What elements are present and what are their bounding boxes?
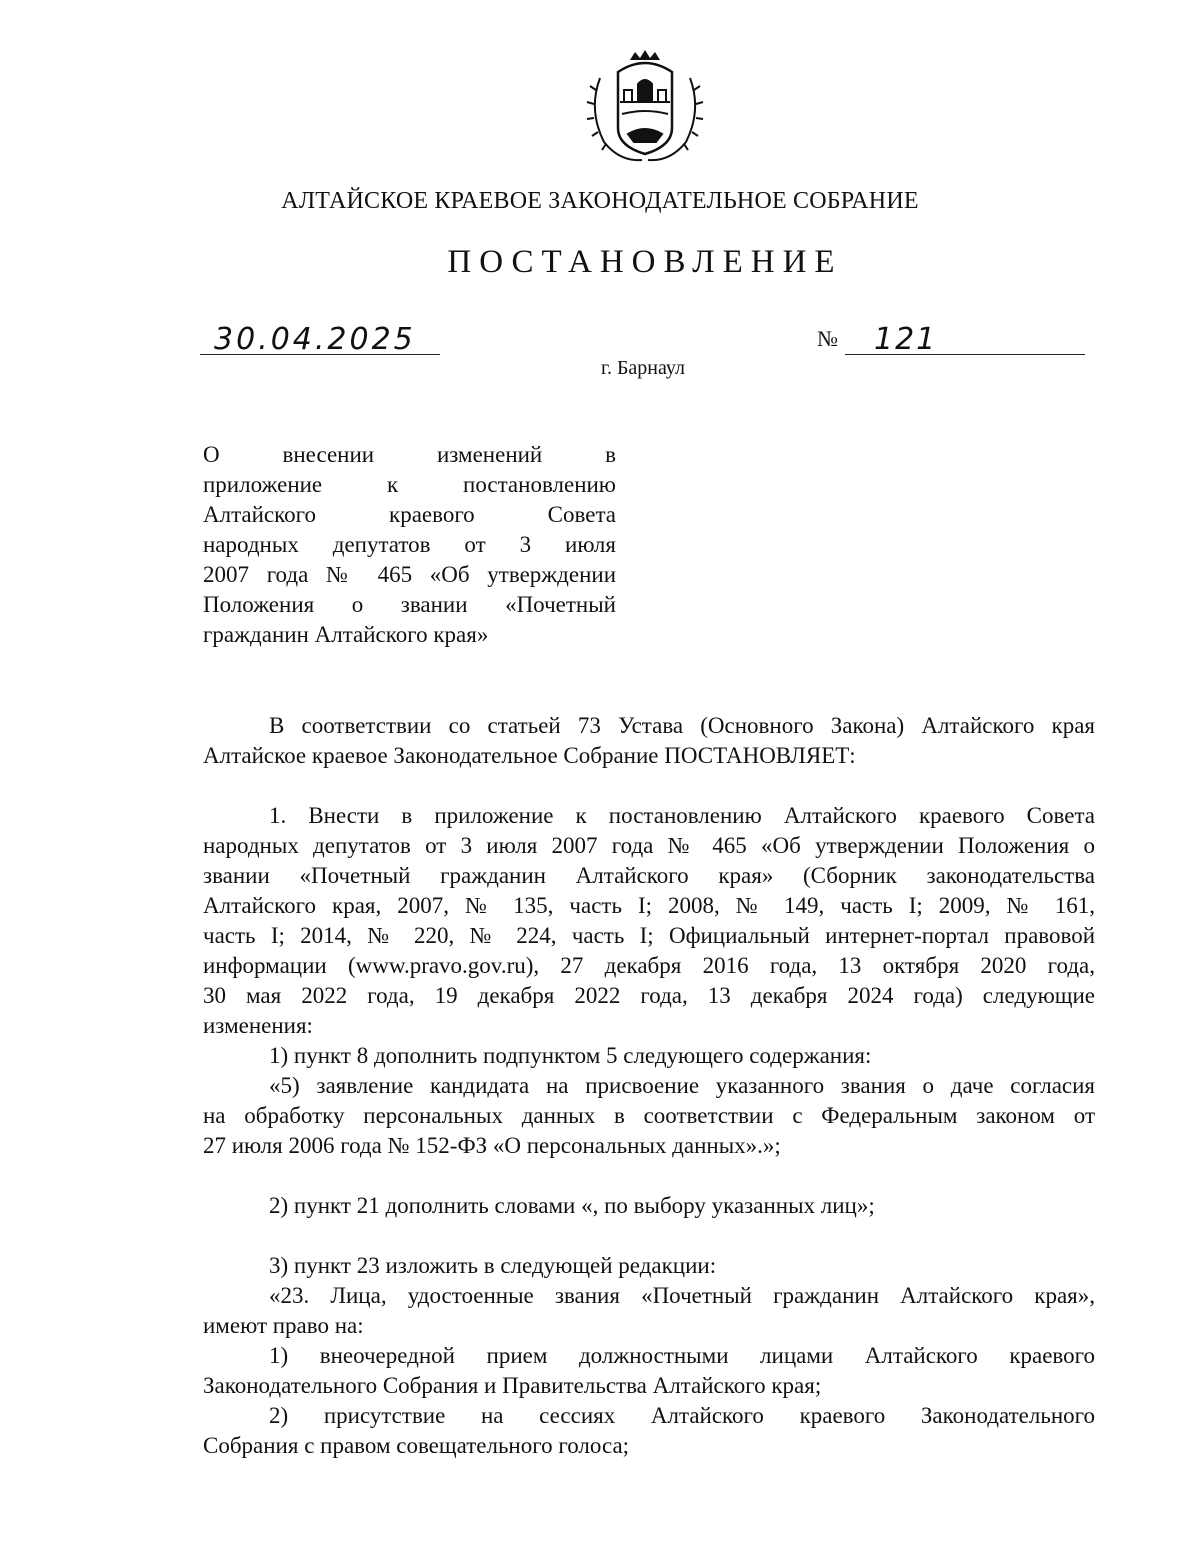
text-line: 1) внеочередной прием должностными лицами Алтайского краевого [269,1343,1095,1368]
subitem-2 [203,1191,1095,1221]
subject-line: народных депутатов от 3 июля [203,532,616,557]
text-line: звании «Почетный гражданин Алтайского края» (Сборник законодательства [203,863,1095,888]
text-line: 1) пункт 8 дополнить подпунктом 5 следующего содержания: [269,1043,872,1068]
subitem-3 [203,1251,1095,1281]
document-body [203,711,1095,1461]
subitem-1 [203,1041,1095,1071]
coat-of-arms-emblem [580,50,710,170]
text-line: народных депутатов от 3 июля 2007 года № 465 «Об утверждении Положения о [203,833,1095,858]
document-type-title: ПОСТАНОВЛЕНИЕ [447,244,843,280]
subject-line: Алтайского краевого Совета [203,502,616,527]
subject-line: 2007 года № 465 «Об утверждении [203,562,616,587]
text-line: часть I; 2014, № 220, № 224, часть I; Официальный интернет-портал правовой [203,923,1096,948]
text-line: 2) присутствие на сессиях Алтайского краевого Законодательного [269,1403,1095,1428]
subject-line: О внесении изменений в [203,442,616,467]
text-line: информации (www.pravo.gov.ru), 27 декабря 2016 года, 13 октября 2020 года, [203,953,1095,978]
text-line: Собрания с правом совещательного голоса; [203,1433,630,1458]
text-line: имеют право на: [203,1313,364,1338]
organization-name: АЛТАЙСКОЕ КРАЕВОЕ ЗАКОНОДАТЕЛЬНОЕ СОБРАНИЕ [281,188,919,214]
text-line: Законодательного Собрания и Правительства Алтайского края; [203,1373,822,1398]
text-line: Алтайского края, 2007, № 135, часть I; 2008, № 149, часть I; 2009, № 161, [203,893,1095,918]
subject-line: Положения о звании «Почетный [203,592,616,617]
text-line: «5) заявление кандидата на присвоение указанного звания о даче согласия [269,1073,1095,1098]
document-subject [203,440,616,650]
text-line: на обработку персональных данных в соответствии с Федеральным законом от [203,1103,1095,1128]
text-line: 2) пункт 21 дополнить словами «, по выбору указанных лиц»; [269,1193,875,1218]
text-line: «23. Лица, удостоенные звания «Почетный гражданин Алтайского края», [269,1283,1095,1308]
subject-line: гражданин Алтайского края» [203,622,489,647]
subitem-3-text [203,1281,1095,1341]
city-name: г. Барнаул [601,357,685,379]
handwritten-date: 30.04.2025 [214,322,416,357]
text-line: изменения: [203,1013,313,1038]
text-line: 30 мая 2022 года, 19 декабря 2022 года, 13 декабря 2024 года) следующие [203,983,1095,1008]
text-line: Алтайское краевое Законодательное Собрание ПОСТАНОВЛЯЕТ: [203,743,856,768]
text-line: В соответствии со статьей 73 Устава (Основного Закона) Алтайского края [269,713,1095,738]
subject-line: приложение к постановлению [203,472,616,497]
right-2 [203,1401,1095,1461]
text-line: 3) пункт 23 изложить в следующей редакции: [269,1253,717,1278]
text-line: 27 июля 2006 года № 152-ФЗ «О персональных данных».»; [203,1133,781,1158]
right-1 [203,1341,1095,1401]
preamble-paragraph [203,711,1095,771]
subitem-1-text [203,1071,1095,1161]
handwritten-number: 121 [874,322,938,357]
text-line: 1. Внести в приложение к постановлению Алтайского краевого Совета [269,803,1095,828]
item-1-paragraph [203,801,1095,1041]
number-sign: № [817,326,838,351]
